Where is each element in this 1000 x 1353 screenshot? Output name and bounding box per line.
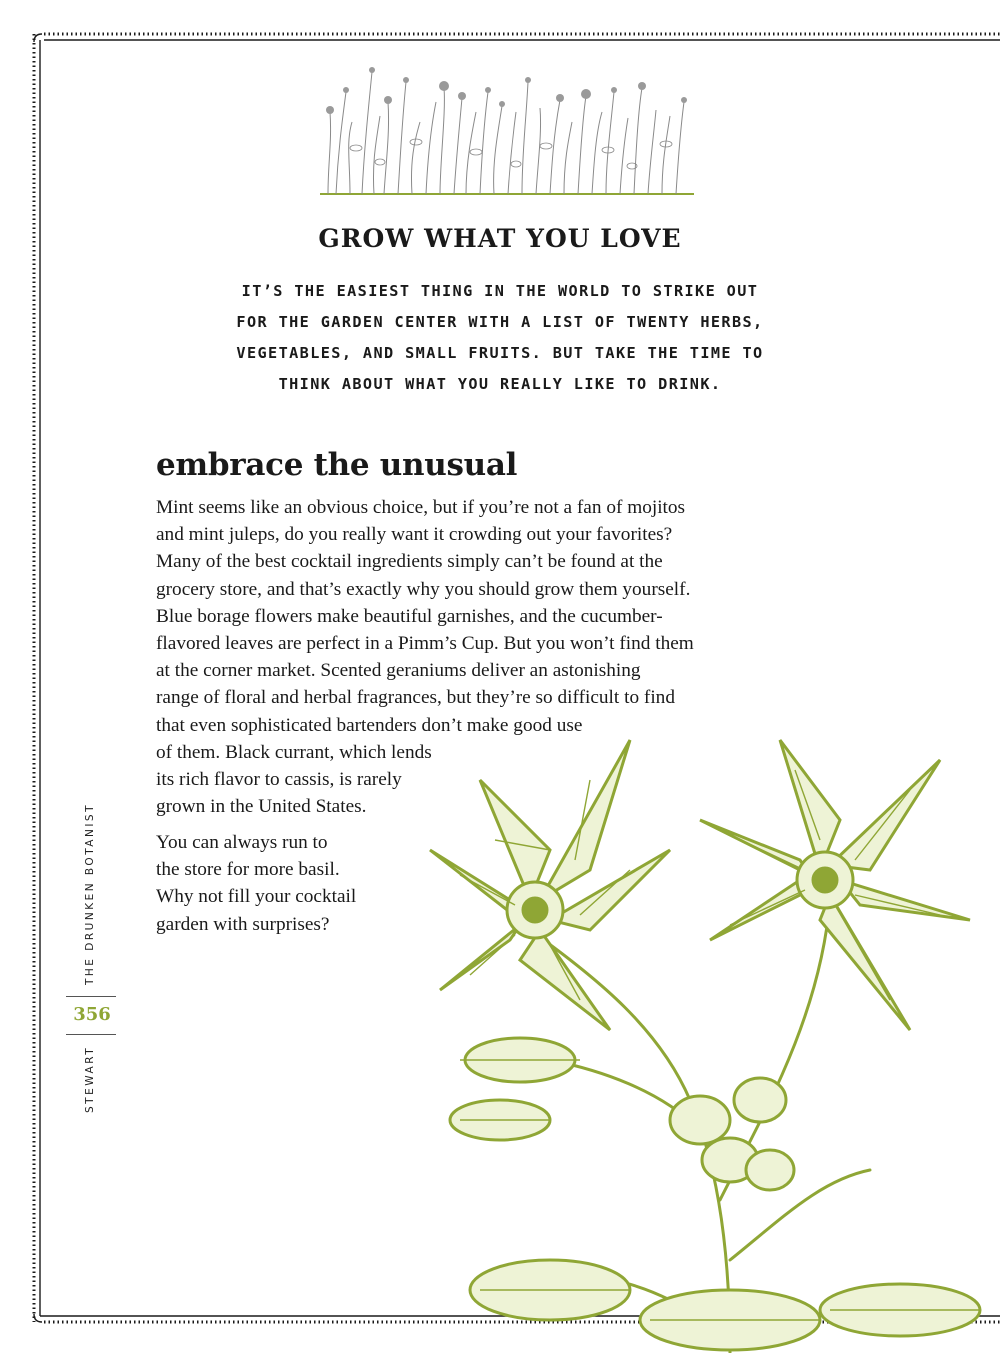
page-number-rule-bottom — [66, 1034, 116, 1035]
body-line: and mint juleps, do you really want it crowding out your favorites? — [156, 524, 673, 546]
body-line: of them. Black currant, which lends — [156, 741, 432, 763]
body-line: grown in the United States. — [156, 796, 367, 818]
intro-line: VEGETABLES, AND SMALL FRUITS. BUT TAKE THE TIME TO — [236, 344, 764, 362]
body-line: its rich flavor to cassis, is rarely — [156, 769, 402, 791]
intro-line: FOR THE GARDEN CENTER WITH A LIST OF TWENTY HERBS, — [236, 313, 764, 331]
body-line: You can always run to — [156, 832, 328, 853]
body-line: Many of the best cocktail ingredients simply can’t be found at the — [156, 551, 663, 573]
page-number: 356 — [73, 1004, 111, 1025]
intro-line: IT’S THE EASIEST THING IN THE WORLD TO STRIKE OUT — [241, 282, 759, 300]
body-line: Why not fill your cocktail — [156, 886, 357, 908]
intro-paragraph — [130, 276, 870, 400]
body-line: at the corner market. Scented geraniums deliver an astonishing — [156, 660, 641, 682]
body-line: garden with surprises? — [156, 913, 330, 935]
section-heading: embrace the unusual — [156, 447, 518, 483]
page-title: GROW WHAT YOU LOVE — [318, 224, 682, 253]
body-line: range of floral and herbal fragrances, but they’re so difficult to find — [156, 687, 675, 709]
body-line: flavored leaves are perfect in a Pimm’s Cup. But you won’t find them — [156, 633, 694, 655]
page-number-rule-top — [66, 996, 116, 997]
body-line: that even sophisticated bartenders don’t make good use — [156, 714, 583, 736]
body-line: the store for more basil. — [156, 859, 340, 881]
body-line: Mint seems like an obvious choice, but if you’re not a fan of mojitos — [156, 497, 686, 518]
body-line: grocery store, and that’s exactly why you should grow them yourself. — [156, 578, 691, 600]
body-paragraph-1 — [156, 494, 856, 820]
running-head-book-title: THE DRUNKEN BOTANIST — [84, 802, 96, 985]
running-head-author: STEWART — [84, 1045, 96, 1113]
body-paragraph-2 — [156, 829, 856, 938]
intro-line: THINK ABOUT WHAT YOU REALLY LIKE TO DRINK. — [278, 375, 722, 393]
body-line: Blue borage flowers make beautiful garnishes, and the cucumber- — [156, 605, 663, 627]
meadow-wildflowers-illustration — [316, 52, 698, 200]
